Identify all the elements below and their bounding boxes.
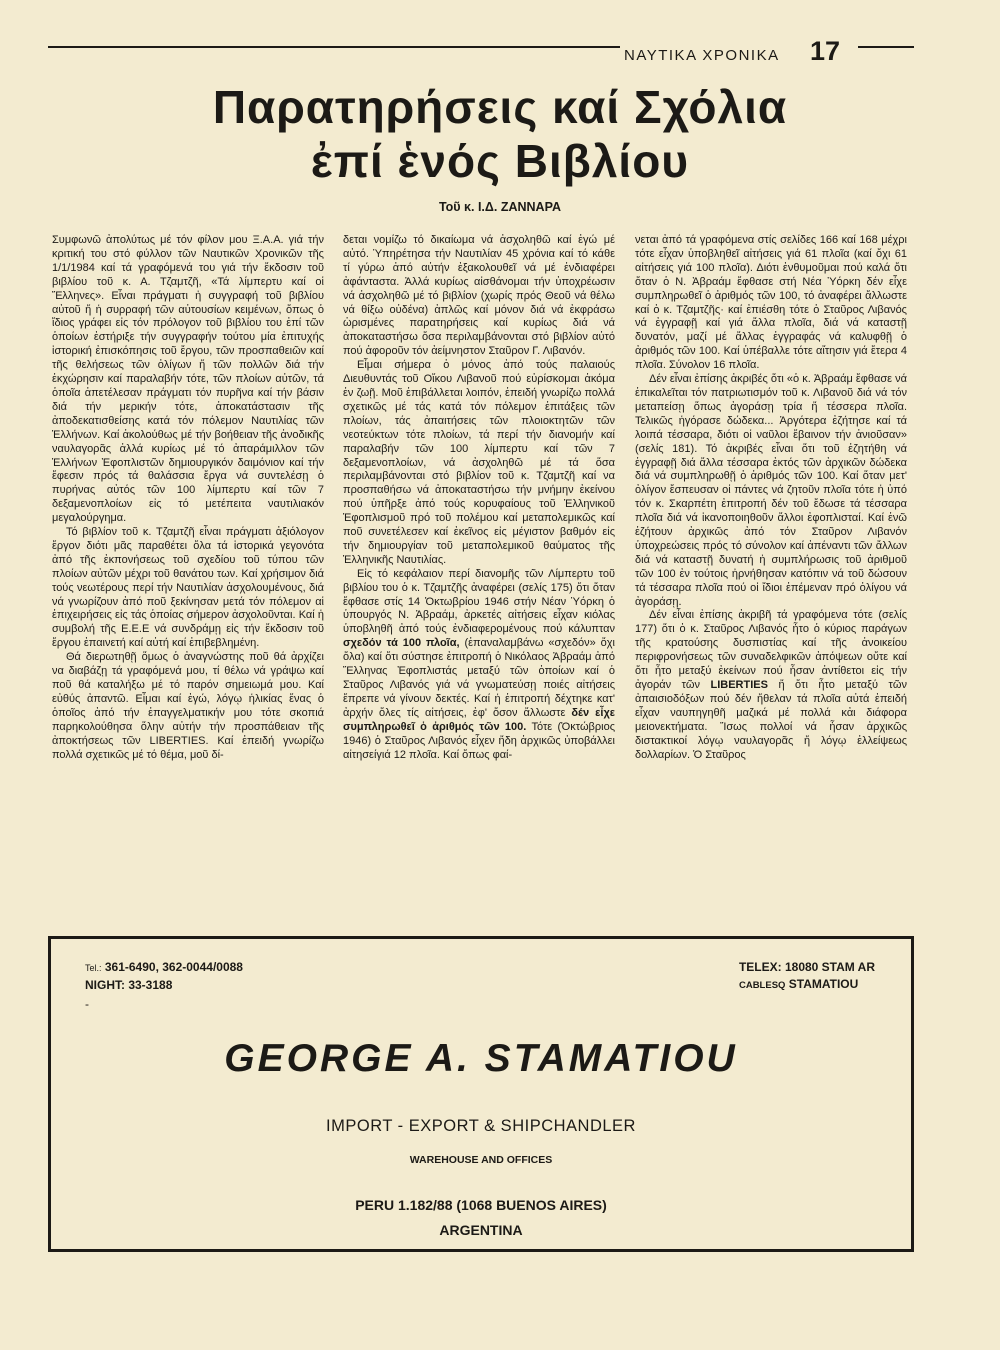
ad-tel [85, 959, 243, 977]
ad-subtitle: WAREHOUSE AND OFFICES [409, 1154, 553, 1166]
ad-telex: TELEX: 18080 STAM AR [738, 960, 875, 974]
paragraph [343, 568, 615, 763]
ad-address: PERU 1.182/88 (1068 BUENOS AIRES) [355, 1197, 607, 1213]
paragraph: Θά διερωτηθῇ ὅμως ὁ ἀναγνώστης ποῦ θά ἀρχίζει να διαβάζῃ τά γραφόμενά μου, τί θέλω νά γράψω καί ποῦ θά καταλήξω μέ τό παρόν σημειωμά μου. Καί εὐθύς ἀπαντῶ. Εἶμαι καί ἐγώ, λόγῳ ἡλικίας ἕνας ὁ ὁποῖος ἀπό τήν ἐπαγγελματικήν μου τότε σκοπιά παρηκολούθησα ὅλην αὐτήν τήν προσπάθειαν τῆς ἀποκτήσεως τῶν LIBERTIES. Καί ἐπειδή γνωρίζω πολλά σχετικῶς μέ τό θέμα, μοῦ δί- [52, 651, 324, 761]
ad-country: ARGENTINA [439, 1222, 523, 1238]
bold-emphasis: LIBERTIES [710, 679, 768, 691]
paragraph: Δέν εἶναι ἐπίσης ἀκριβές ὅτι «ὁ κ. Ἀβραάμ ἔφθασε νά ἐπικαλεῖται τόν πατριωτισμόν τοῦ κ. Λιβανοῦ διά νά τόν μεταπείσῃ ὅπως ἀγοράσῃ τρία ἤ τέσσερα πλοῖα. Τελικῶς ἡγόρασε δώδεκα... Ἀργότερα ἐζήτησε καί τά λοιπά τέσσαρα, διότι οἱ ναῦλοι ἔβαινον τήν ἀνιοῦσαν» (σελίς 181). Τό ἀκριβές εἶναι ὅτι τοῦ ἐζητήθη νά ἐγγραφῇ διά ἄλλα τέσσαρα ἐκτός τῶν ἀρχικῶν δώδεκα διά νά συμπληρωθῇ ὁ ἀριθμός τῶν 100. Καί ὅταν μετ' ὀλίγον ἔσπευσαν οἱ πάντες νά ζητοῦν πλοῖα τότε ἡ ὑπό τόν κ. Σκαρπέτη ἐπιτροπή δέν τοῦ ἔδωσε τά τέσσαρα πλοῖα διά νά ἱκανοποιηθοῦν ἄλλοι ἐφοπλισταί. Καί ἐνῶ ἐζήτουν ἀρχικῶς ἀπό τόν Σταῦρον Λιβανόν ὑποχρεώσεις πρός τό σύνολον καί ἀπέναντι τῶν ἄλλων διά νά καταστῇ δυνατή ἡ συμπλήρωσις τοῦ ἀριθμοῦ τῶν 100 ἐν τούτοις ἠρνήθησαν κατόπιν νά τοῦ δώσουν τά τέσσαρα πλοῖα πού οἱ ἴδιοι ἐπέμεναν πρό ὀλίγου νά ἀγοράσῃ. [635, 373, 907, 608]
ad-tagline: IMPORT - EXPORT & SHIPCHANDLER [326, 1117, 636, 1135]
bold-emphasis: σχεδόν τά 100 πλοῖα, [343, 637, 460, 650]
bold-emphasis: δέν εἶχε συμπληρωθεῖ ὁ ἀριθμός τῶν 100. [343, 706, 615, 733]
text-run: ἤ ὅτι ἦτο μεταξύ τῶν ἀπαισιοδόξων πού δέν ἤθελαν τά πλοῖα αὐτά ἐπειδή εἶχαν ναυπηγηθῆ μαζικά μέ πολλά κἀι διάφορα μειονεκτήματα. Ἴσως πολλοί νά ἦσαν ἀρχικῶς διστακτικοί λόγῳ ναυλαγορᾶς ἤ λόγῳ ἐλλείψεως δολλαρίων. Ὁ Σταῦρος [635, 679, 907, 761]
advertisement-box [48, 936, 914, 1252]
header-section-title: ΝΑΥΤΙΚΑ ΧΡΟΝΙΚΑ [624, 47, 780, 64]
paragraph: Τό βιβλίον τοῦ κ. Τζαμτζῆ εἶναι πράγματι ἀξιόλογον ἔργον διότι μᾶς παραθέτει ὅλα τά ἱστορικά γεγονότα ἀπό τῆς ἐκπονήσεως τοῦ σχεδίου τοῦ τύπου τῶν πλοίων αὐτῶν μέχρι τοῦ θανάτου των. Καί χρήσιμον διά τούς νεωτέρους περί τήν Ναυτιλίαν ἀσχολουμένους, διά νά γνωρίζουν ἀπό ποῦ ξεκίνησαν μετά τόν πόλεμον αἱ ἐπιχειρήσεις εἰς τάς ὁποίας σήμερον ἀσχολοῦνται. Καί ἡ συμβολή τῆς Ε.Ε.Ε νά συνδράμῃ εἰς τήν ἔκδοσιν τοῦ ἔργου ἐπαινετή καί αὐτή καί ἐπιβεβλημένη. [52, 526, 324, 650]
article-column-1 [52, 234, 324, 924]
article-column-2 [343, 234, 615, 924]
ad-cable-name: STAMATIOU [788, 977, 859, 991]
ad-tel-label: Tel.: [85, 963, 102, 973]
ad-company-name: GEORGE A. STAMATIOU [224, 1037, 738, 1080]
article-byline: Τοῦ κ. Ι.Δ. ΖΑΝΝΑΡΑ [438, 200, 562, 214]
ad-cable [739, 976, 875, 994]
paragraph [635, 609, 907, 762]
article-title-line-1: Παρατηρήσεις καί Σχόλια [212, 81, 788, 133]
article-column-3 [635, 234, 907, 924]
paragraph: Εἶμαι σήμερα ὁ μόνος ἀπό τούς παλαιούς Διευθυντάς τοῦ Οἴκου Λιβανοῦ πού εὑρίσκομαι ἀκόμα ἐν ζωῇ. Μοῦ ἐπιβάλλεται λοιπόν, ἐπειδή γνωρίζω πολλά σχετικῶς μέ τάς κατά τόν πόλεμον ἐπιτάξεις τῶν πλοίων, τάς ἀπαιτήσεις τῶν πλοιοκτητῶν τῶν νεοτεύκτων τότε πλοίων, τά περί τήν διανομήν καί παραλαβήν τῶν 100 λίμπερτυ καί τῶν 7 δεξαμενοπλοίων, νά ἀσχοληθῶ μέ τά ὅσα περιλαμβάνονται στό βιβλίον τοῦ κ. Τζαμτζῆ καί να προσπαθήσω νά ἀποκαταστήσω τήν μνήμην ἐκείνου πού ὑπῆρξε ἀπό τούς κορυφαίους τοῦ Ἑλληνικοῦ Ἐφοπλισμοῦ πρό τοῦ πολέμου καί μεταπολεμικῶς καί ποῦ συνετέλεσεν καί ἐκεῖνος εἰς μέγιστον βαθμόν εἰς τήν δημιουργίαν τοῦ μεταπολεμικοῦ θαύματος τῆς Ἑλληνικῆς Ναυτιλίας. [343, 359, 615, 566]
ad-dash: - [85, 997, 89, 1011]
paragraph: Συμφωνῶ ἀπολύτως μέ τόν φίλον μου Ξ.Α.Α. γιά τήν κριτική του στό φύλλον τῶν Ναυτικῶν Χρονικῶν τῆς 1/1/1984 καί τά γραφόμενά του γιά τήν ἔκδοσιν τοῦ βιβλίου τοῦ κ. Α. Τζαμτζῆ, «Τά λίμπερτυ καί οἱ Ἕλληνες». Εἶναι πράγματι ἡ συγγραφή τοῦ βιβλίου αὐτοῦ ἤ ἡ συρραφή τῶν αὐτουσίων κειμένων, ὅπως ὁ ἴδιος γράφει εἰς τόν πρόλογον τοῦ βιβλίου του ἐπί τῶν ὁποίων ἐστήριξε τήν συγγραφήν τούτου μία ἐπιτυχής ἱστορική ἐπισκόπησις τοῦ ἔργου, τῶν προσπαθειῶν καί τῆς θελήσεως τῶν ὀλίγων ἤ τῶν πολλῶν διά τήν ἐκχώρησιν καί παραλαβήν τότε, τῶν πλοίων αὐτῶν, τά ὁποῖα ἀπετέλεσαν πράγματι τόν πυρῆνα καί τήν βάσιν διά τήν μερικήν τότε, ἀποκατάστασιν τῆς ἀποδεκατισθείσης κατά τόν πόλεμον Ναυτιλίας τῶν Ἑλλήνων. Καί ἀκολούθως μέ τήν βοήθειαν τῆς ἀνοδικῆς ναυλαγορᾶς ἀλλά κυρίως μέ τό ἀπαράμιλλον τῶν Ἑλλήνων Ἐφοπλιστῶν δημιουργικόν δαιμόνιον καί τήν ἔφεσιν πρός τά θαλάσσια ἔργα νά συντελέσῃ ὁ πυρήνας αὐτός τῶν 100 λίμπερτυ καί τῶν 7 δεξαμενοπλοίων εἰς τό μετέπειτα ναυτιλιακόν μεγαλούργημα. [52, 234, 324, 525]
ad-cable-label: CABLESQ [738, 980, 786, 991]
ad-tel-numbers: 361-6490, 362-0044/0088 [104, 960, 243, 974]
text-run: Εἰς τό κεφάλαιον περί διανομῆς τῶν Λίμπερτυ τοῦ βιβλίου του ὁ κ. Τζαμτζῆς ἀναφέρει (σελίς 175) ὅτι ὅταν ἔφθασε στίς 14 Ὀκτωβρίου 1946 στήν Νέαν Ὑόρκη ὁ ὑπουργός Ν. Ἀβραάμ, ἀρκετές αἰτήσεις εἶχαν κιόλας ὑποβληθῆ ἀπό τούς ἐνδιαφερομένους πού κάλυπταν [343, 567, 615, 636]
ad-night: NIGHT: 33-3188 [85, 978, 173, 992]
text-run: (ἐπαναλαμβάνω «σχεδόν» ὄχι ὅλα) καί ὅτι σύστησε ἐπιτροπή ὁ Νικόλαος Ἀβραάμ ἀπό Ἕλληνας Ἐφοπλιστάς μεταξύ τῶν ὁποίων καί ὁ Σταῦρος Λιβανός γιά νά γνωματεύσῃ ποιές αἰτήσεις ἔπρεπε νά γίνουν δεκτές. Καί ἡ ἐπιτροπή δέχτηκε κατ' ἀρχήν ὅλες τίς αἰτήσεις, ἐφ' ὅσον ἄλλωστε [343, 637, 615, 719]
header-rule-right [858, 46, 914, 48]
ad-contact-phones [85, 959, 243, 994]
page-number: 17 [810, 36, 841, 66]
header-rule-left [48, 46, 620, 48]
text-run: Τότε (Ὀκτώβριος 1946) ὁ Σταῦρος Λιβανός εἶχεν ἤδη ἀρχικῶς ὑποβάλλει αἰτησείγιά 12 πλοῖα. Καί ὅπως φαί- [343, 720, 615, 761]
paragraph: νεται ἀπό τά γραφόμενα στίς σελίδες 166 καί 168 μέχρι τότε εἶχαν ὑποβληθεῖ αἰτήσεις γιά 61 πλοῖα (καί ὄχι 61 αἰτήσεις γιά 100 πλοῖα). Διότι ἐνθυμοῦμαι πού καλά ὅτι ὅταν ὁ Ν. Ἀβραάμ ἔφθασε στή Νέα Ὑόρκη δέν εἶχε συμπληρωθεῖ ὁ ἀριθμός τῶν 100, τό ἀναφέρει ἄλλωστε καί ὁ κ. Τζαμτζῆς· καί ἐπιέσθη τότε ὁ Σταῦρος Λιβανός νά ἐγγραφῇ καί γιά ἄλλα πλοῖα, διά νά καταστῇ δυνατόν, μαζί μέ ἄλλας ἐγγραφάς νά καλυφθῇ ὁ ἀριθμός τῶν 100. Καί ὑπέβαλλε τότε αἴτησιν γιά ἕτερα 4 πλοῖα. Σύνολον 16 πλοῖα. [635, 234, 907, 372]
article-body [50, 234, 920, 924]
paragraph: δεται νομίζω τό δικαίωμα νά ἀσχοληθῶ καί ἐγώ μέ αὐτό. Ὑπηρέτησα τήν Ναυτιλίαν 45 χρόνια καί τό κάθε τί γύρω ἀπό αὐτήν ἐξακολουθεῖ νά μέ ἐνδιαφέρει ἀφάνταστα. Ἀλλά κυρίως αἰσθάνομαι τήν ὑποχρέωσιν νά ἀσχοληθῶ μέ τό βιβλίον (χωρίς πρός Θεοῦ νά θέλω νά θίξω οὐδένα) ἁπλῶς καί μόνον διά νά ἐκφράσω ὡρισμένες παρατηρήσεις καί κυρίως διά νά ἀποκαταστήσω ὅσα περιλαμβάνονται στό βιβλίον αὐτό πού ἀφοροῦν τόν ἀείμνηστον Σταῦρον Γ. Λιβανόν. [343, 234, 615, 358]
article-title [0, 80, 1000, 188]
article-title-line-2: ἐπί ἑνός Βιβλίου [310, 135, 690, 187]
text-run: Δέν εἶναι ἐπίσης ἀκριβῆ τά γραφόμενα τότε (σελίς 177) ὅτι ὁ κ. Σταῦρος Λιβανός ἦτο ὁ κύριος παράγων τῆς κρατούσης δυσπιστίας καί τῆς ἀνοικείου περιφρονήσεως τῶν συναδελφικῶν ἀπόψεων οὔτε καί ὅτι ἦτο μεταξύ ἐκείνων πού ἦσαν ἀντίθετοι εἰς τήν ἀγοράν τῶν [635, 609, 907, 691]
ad-contact-telex [739, 959, 875, 994]
